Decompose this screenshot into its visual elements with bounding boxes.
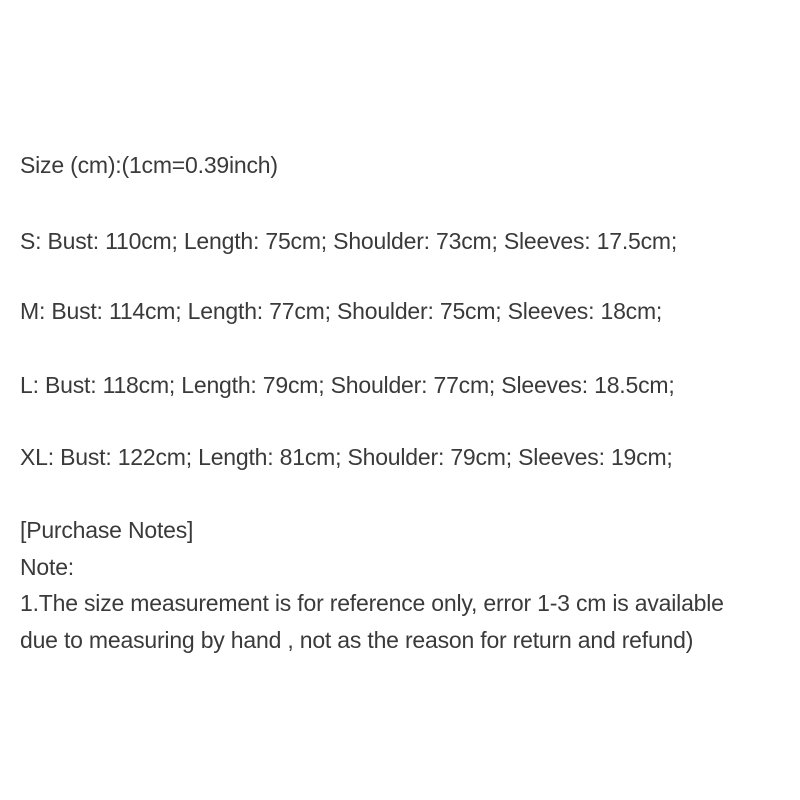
purchase-notes [20,512,724,658]
size-row-xl: XL: Bust: 122cm; Length: 81cm; Shoulder: 79cm; Sleeves: 19cm; [20,444,673,470]
note-line-1: 1.The size measurement is for reference only, error 1-3 cm is available [20,590,724,616]
size-row-m: M: Bust: 114cm; Length: 77cm; Shoulder: 75cm; Sleeves: 18cm; [20,298,663,324]
note-label: Note: [20,553,74,580]
size-row-l: L: Bust: 118cm; Length: 79cm; Shoulder: 77cm; Sleeves: 18.5cm; [20,372,675,398]
size-row-s: S: Bust: 110cm; Length: 75cm; Shoulder: 73cm; Sleeves: 17.5cm; [20,228,678,254]
size-header: Size (cm):(1cm=0.39inch) [20,152,278,178]
purchase-notes-heading: [Purchase Notes] [20,517,194,543]
note-line-2: due to measuring by hand , not as the reason for return and refund) [20,626,694,653]
